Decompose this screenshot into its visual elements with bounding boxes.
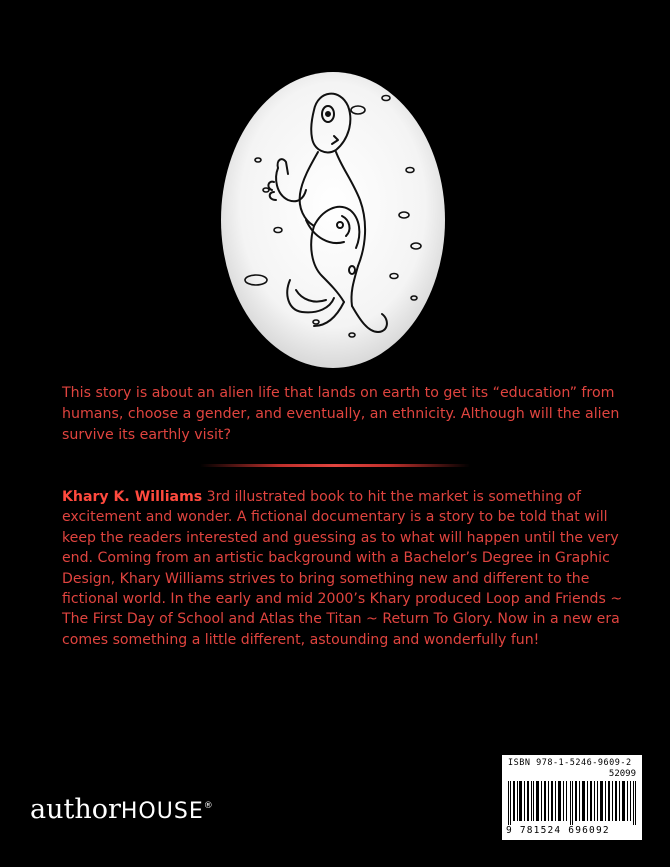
synopsis-text: This story is about an alien life that lands on earth to get its “education” from humans, choose a gender, and eventually, an ethnicity. Although will the alien survive its earthly visit?: [62, 385, 620, 443]
publisher-logo: [30, 794, 213, 825]
section-divider: [200, 464, 470, 467]
author-bio: [62, 487, 634, 650]
publisher-logo-prefix: author: [30, 794, 121, 825]
author-bio-text: 3rd illustrated book to hit the market is something of excitement and wonder. A fictional documentary is a story to be told that will keep the readers interested and guessing as to what will happen until the very end. Coming from an artistic background with a Bachelor’s Degree in Graphic Design, Khary Williams strives to bring something new and different to the fictional world. In the early and mid 2000’s Khary produced Loop and Friends ~ The First Day of School and Atlas the Titan ~ Return To Glory. Now in a new era comes something a little different, astounding and wonderfully fun!: [62, 489, 623, 648]
registered-mark: ®: [203, 801, 213, 811]
alien-in-moon-illustration: [218, 70, 448, 370]
author-name: Khary K. Williams: [62, 489, 203, 505]
barcode-bars: [506, 781, 638, 825]
barcode-digits: 9 781524 696092: [506, 825, 610, 836]
price-code: 52099: [608, 769, 636, 779]
isbn-label: ISBN 978-1-5246-9609-2: [508, 758, 632, 768]
publisher-logo-caps: HOUSE: [120, 799, 204, 824]
isbn-barcode: [502, 755, 642, 840]
